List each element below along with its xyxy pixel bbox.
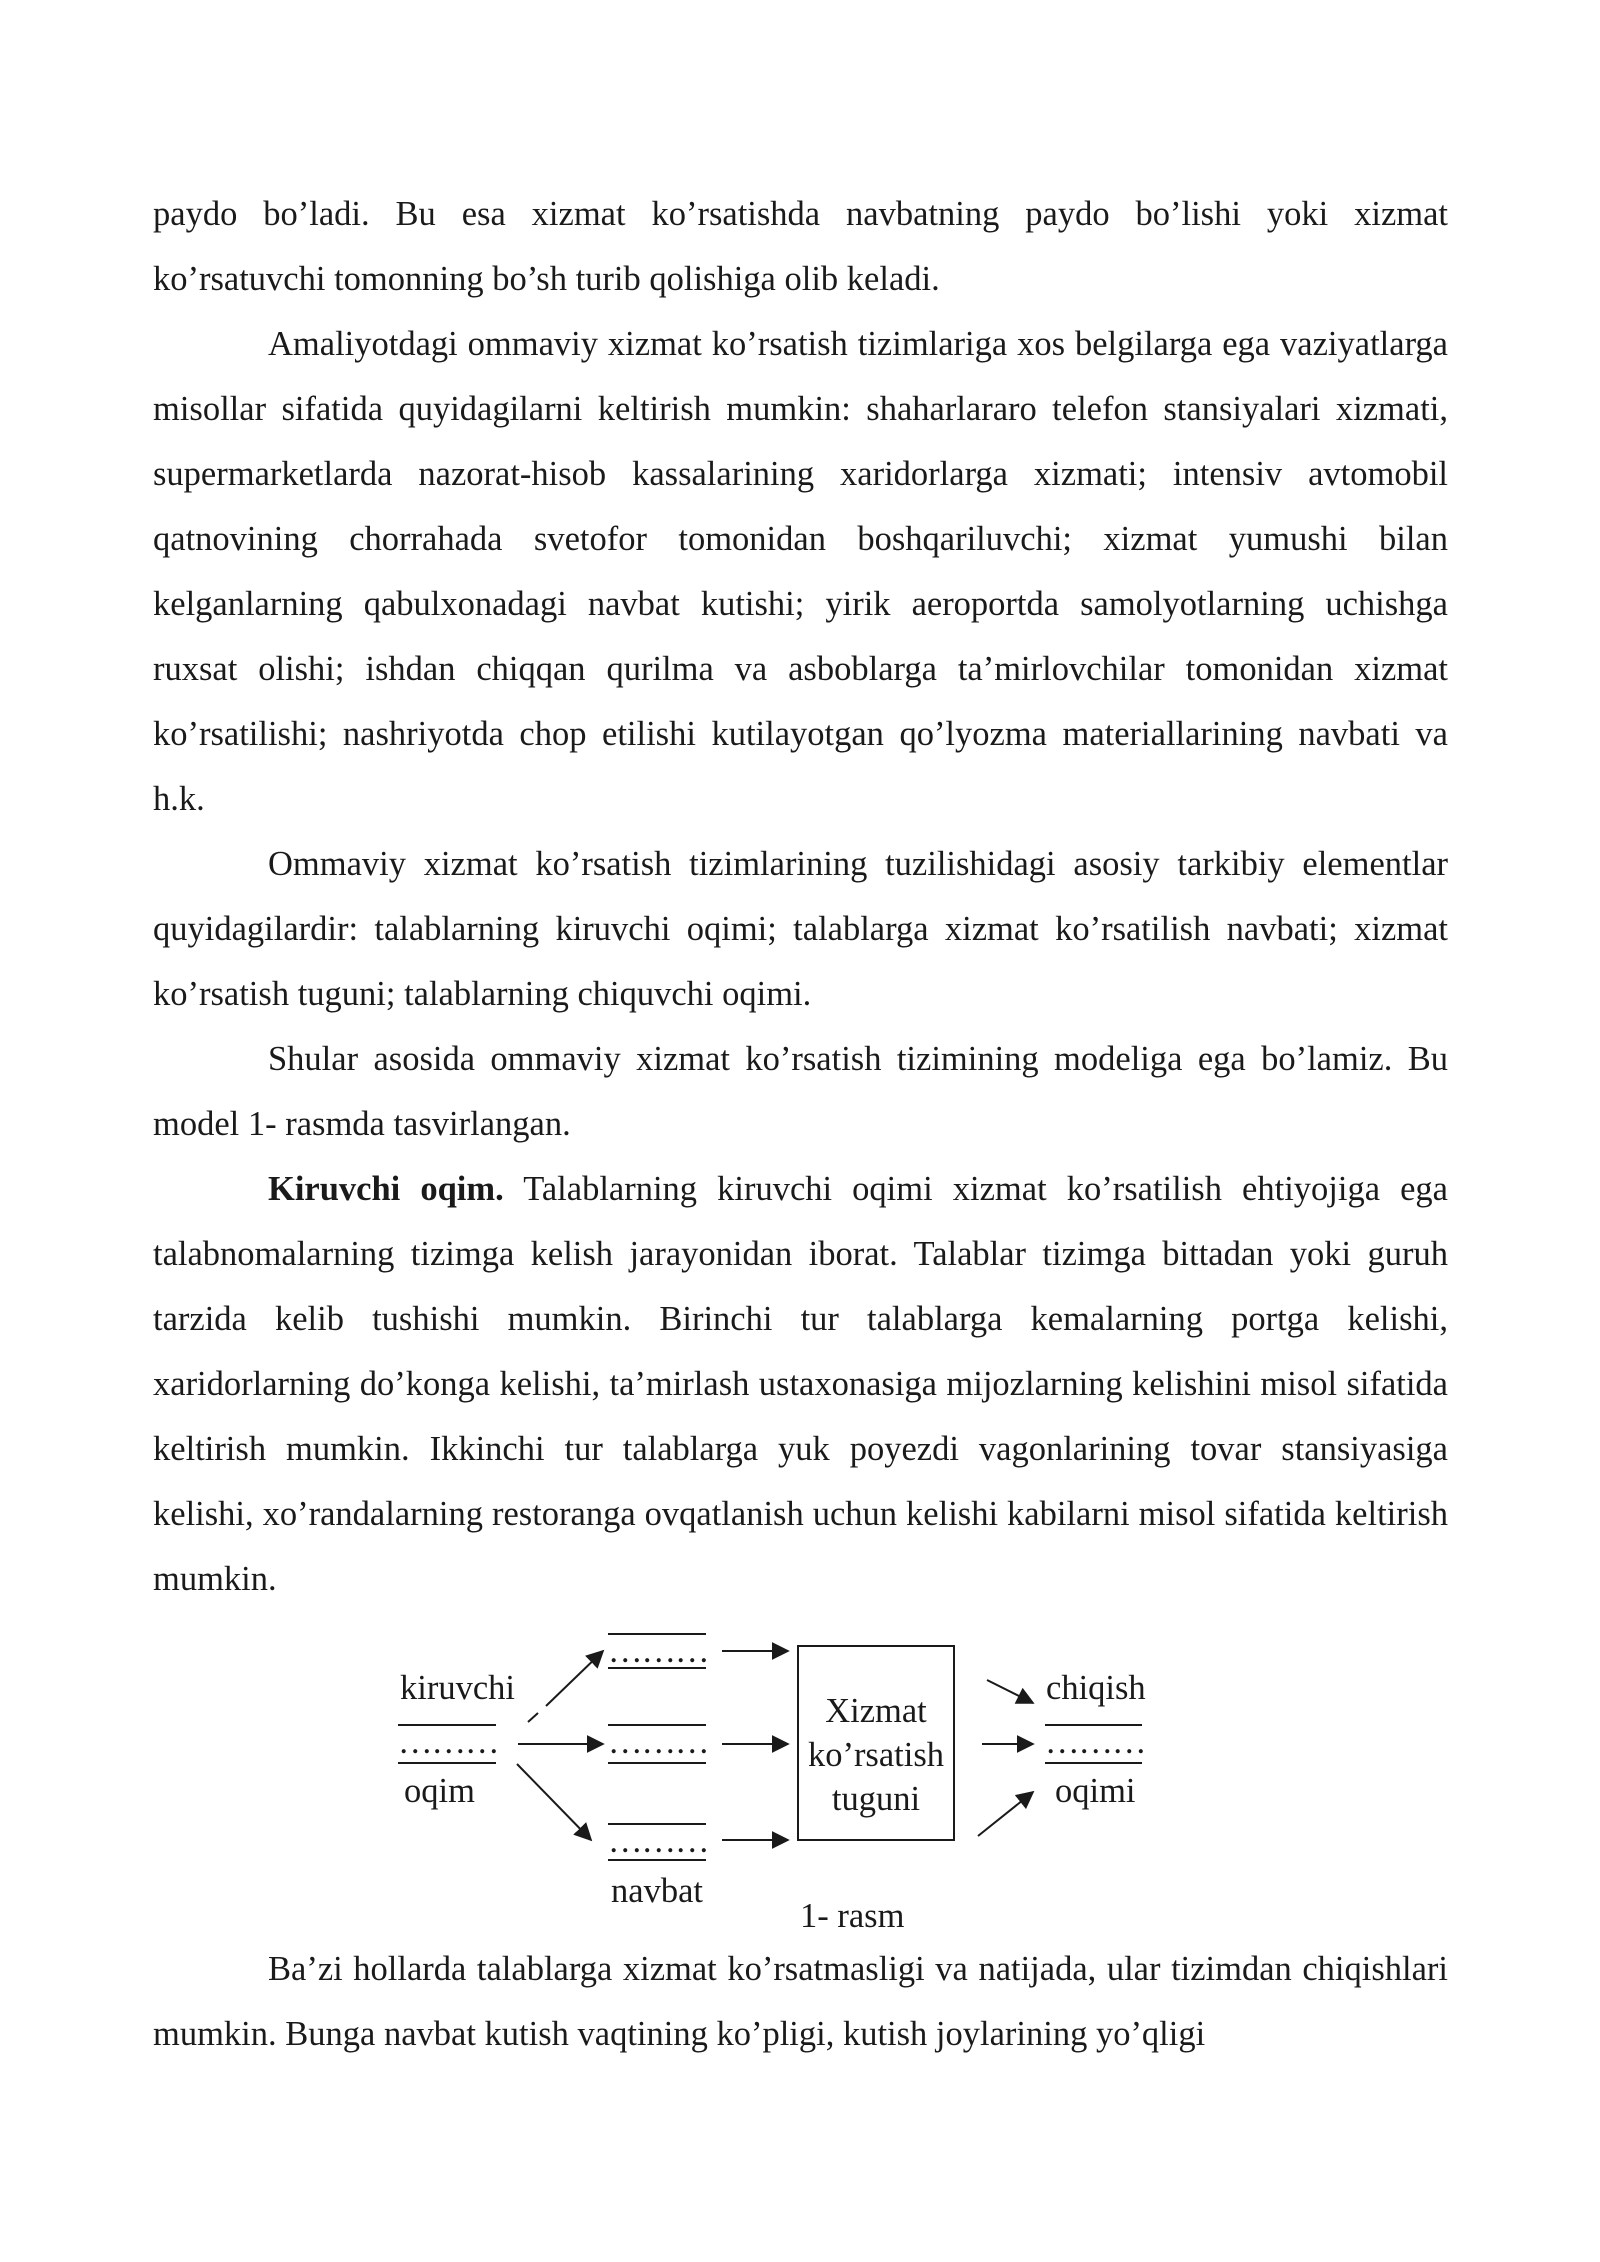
paragraph-elements: Ommaviy xizmat ko’rsatish tizimlarining tuzilishidagi asosiy tarkibiy elementlar quyidagilardir: talablarning kiruvchi oqimi; talablarga xizmat ko’rsatilish navbati; xizmat ko’rsatish tuguni; talablarning chiquvchi oqimi.: [153, 845, 1448, 1013]
output-flow-label-bottom: oqimi: [1055, 1772, 1136, 1810]
figure-caption: 1- rasm: [800, 1897, 905, 1935]
input-flow-label-top: kiruvchi: [400, 1669, 515, 1707]
output-flow-label-top: chiqish: [1046, 1669, 1146, 1707]
arrow-node-to-output-bottom: [978, 1792, 1033, 1836]
arrow-node-to-output-top: [987, 1680, 1033, 1703]
paragraph-model: Shular asosida ommaviy xizmat ko’rsatish tizimining modeliga ega bo’lamiz. Bu model 1- rasmda tasvirlangan.: [153, 1040, 1448, 1143]
output-flow-dots: ………: [1045, 1723, 1146, 1761]
arrow-input-to-queue-top-tail: [528, 1713, 538, 1722]
paragraph-examples: Amaliyotdagi ommaviy xizmat ko’rsatish tizimlariga xos belgilarga ega vaziyatlarga misollar sifatida quyidagilarni keltirish mumkin: shaharlararo telefon stansiyalari xizmati, supermarketlarda nazorat-hisob kassalarining xaridorlarga xizmati; intensiv avtomobil qatnovining chorrahada svetofor tomonidan boshqariluvchi; xizmat yumushi bilan kelganlarning qabulxonadagi navbat kutishi; yirik aeroportda samolyotlarning uchishga ruxsat olishi; ishdan chiqqan qurilma va asboblarga ta’mirlovchilar tomonidan xizmat ko’rsatilishi; nashriyotda chop etilishi kutilayotgan qo’lyozma materiallarining navbati va h.k.: [153, 325, 1448, 818]
service-node-label-line2: ko’rsatish: [807, 1736, 945, 1774]
queue-top-dots: ………: [608, 1632, 709, 1670]
queue-bottom-dots: ………: [608, 1822, 709, 1860]
service-node-label: [798, 1689, 954, 1821]
paragraph-incoming-flow-text: Talablarning kiruvchi oqimi xizmat ko’rsatilish ehtiyojiga ega talabnomalarning tizimga kelish jarayonidan iborat. Talablar tizimga bittadan yoki guruh tarzida kelib tushishi mumkin. Birinchi tur talablarga kemalarning portga kelishi, xaridorlarning do’konga kelishi, ta’mirlash ustaxonasiga mijozlarning kelishini misol sifatida keltirish mumkin. Ikkinchi tur talablarga yuk poyezdi vagonlarining tovar stansiyasiga kelishi, xo’randalarning restoranga ovqatlanish uchun kelishi kabilarni misol sifatida keltirish mumkin.: [153, 1170, 1448, 1598]
input-flow-dots: ………: [398, 1723, 499, 1761]
arrow-input-to-queue-top: [546, 1651, 603, 1706]
service-node-label-line3: tuguni: [831, 1780, 921, 1818]
service-node-label-line1: Xizmat: [825, 1692, 927, 1730]
section-heading-incoming-flow: Kiruvchi oqim.: [268, 1170, 504, 1208]
input-flow-label-bottom: oqim: [404, 1772, 475, 1810]
paragraph-no-service: Ba’zi hollarda talablarga xizmat ko’rsatmasligi va natijada, ular tizimdan chiqishlari mumkin. Bunga navbat kutish vaqtining ko’pligi, kutish joylarining yo’qligi: [153, 1950, 1448, 2053]
arrow-input-to-queue-bottom: [517, 1764, 591, 1840]
queue-middle-dots: ………: [608, 1723, 709, 1761]
paragraph-continuation: paydo bo’ladi. Bu esa xizmat ko’rsatishda navbatning paydo bo’lishi yoki xizmat ko’rsatuvchi tomonning bo’sh turib qolishiga olib keladi.: [153, 195, 1448, 298]
queue-label: navbat: [611, 1872, 703, 1910]
paragraph-incoming-flow: [153, 1157, 1448, 1612]
service-node-box: [798, 1646, 954, 1840]
